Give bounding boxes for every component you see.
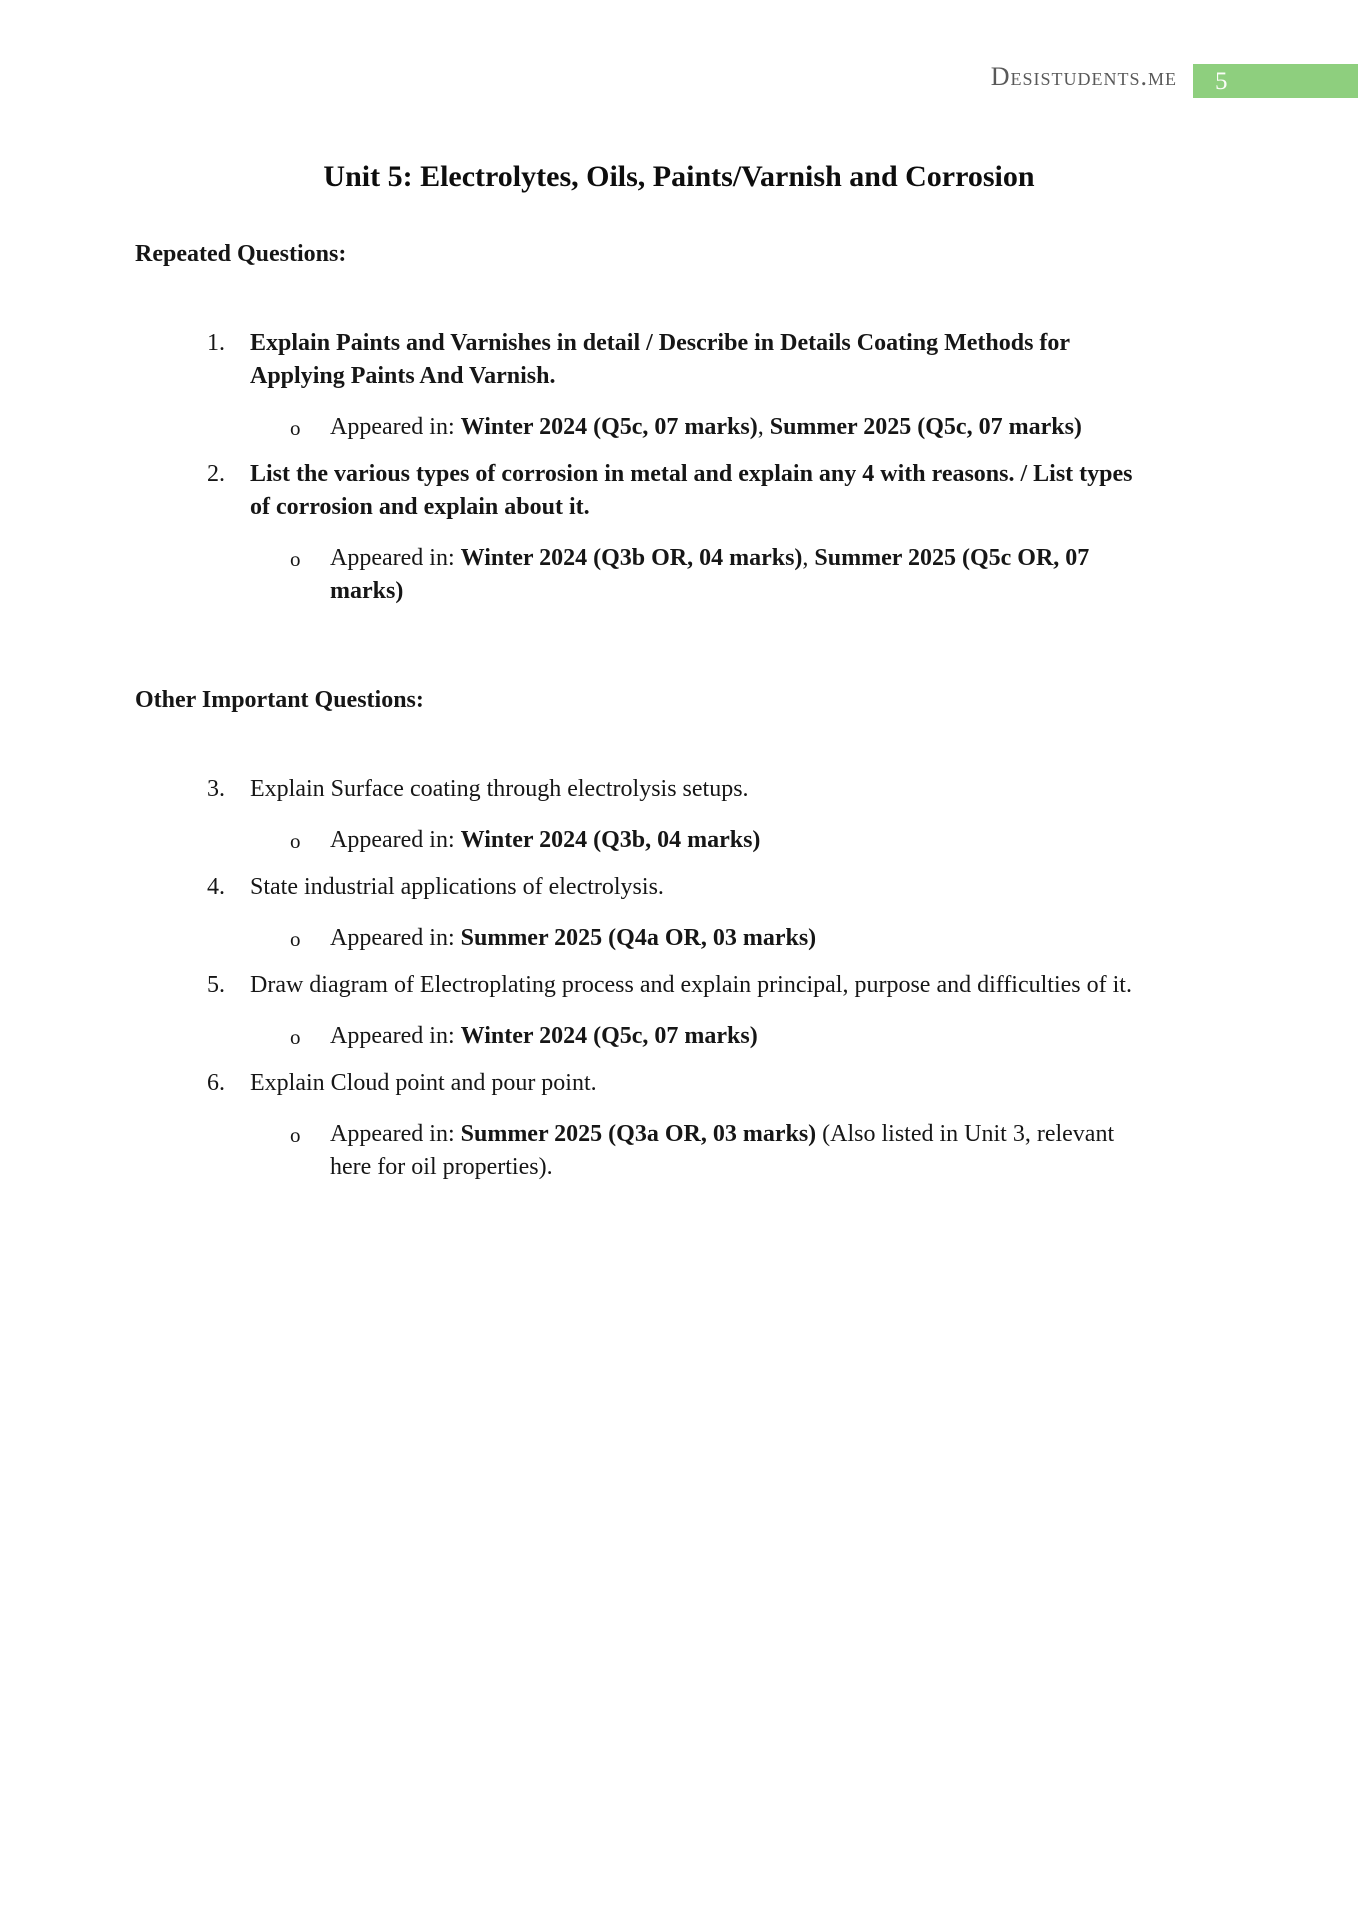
circle-bullet-icon: o bbox=[290, 829, 301, 853]
text-segment: Appeared in: bbox=[330, 827, 461, 853]
text-segment: Explain Surface coating through electrolysis setups. bbox=[250, 776, 749, 802]
section-other-important-questions bbox=[135, 684, 1223, 1184]
text-segment: Winter 2024 (Q3b, 04 marks) bbox=[460, 827, 761, 853]
question-number: 2. bbox=[207, 461, 225, 487]
text-segment: Winter 2024 (Q5c, 07 marks) bbox=[460, 1023, 758, 1049]
question-number: 6. bbox=[207, 1070, 225, 1096]
text-segment: Appeared in: bbox=[330, 1023, 461, 1049]
text-segment: List the various types of corrosion in metal and explain any 4 with reasons. / List types bbox=[250, 461, 1133, 487]
text-segment: Winter 2024 (Q5c, 07 marks) bbox=[460, 414, 758, 440]
appeared-row bbox=[135, 542, 1223, 608]
section-repeated-questions bbox=[135, 238, 1223, 608]
question-text bbox=[250, 773, 1223, 806]
question-text bbox=[250, 327, 1223, 393]
question-number: 4. bbox=[207, 874, 225, 900]
text-line bbox=[330, 411, 1223, 444]
text-line bbox=[250, 773, 1223, 806]
appeared-row bbox=[135, 824, 1223, 857]
question-item bbox=[135, 1067, 1223, 1100]
circle-bullet-icon: o bbox=[290, 1025, 301, 1049]
text-segment: Summer 2025 (Q5c, 07 marks) bbox=[769, 414, 1082, 440]
text-line bbox=[330, 1151, 1223, 1184]
appeared-text bbox=[330, 542, 1223, 608]
circle-bullet-icon: o bbox=[290, 547, 301, 571]
page-number: 5 bbox=[1215, 67, 1228, 95]
header-site-text: Desistudents.me bbox=[990, 62, 1177, 91]
question-item bbox=[135, 327, 1223, 393]
text-segment: here for oil properties). bbox=[330, 1154, 553, 1180]
text-segment: Draw diagram of Electroplating process and explain principal, purpose and difficulties of it. bbox=[250, 972, 1132, 998]
question-number: 3. bbox=[207, 776, 225, 802]
text-segment: Appeared in: bbox=[330, 414, 461, 440]
text-line bbox=[250, 458, 1223, 491]
appeared-text bbox=[330, 1118, 1223, 1184]
appeared-text bbox=[330, 411, 1223, 444]
section-heading: Repeated Questions: bbox=[135, 241, 347, 267]
circle-bullet-icon: o bbox=[290, 1123, 301, 1147]
appeared-row bbox=[135, 411, 1223, 444]
text-segment: Appeared in: bbox=[330, 1121, 461, 1147]
circle-bullet-icon: o bbox=[290, 927, 301, 951]
text-segment: Winter 2024 (Q3b OR, 04 marks) bbox=[460, 545, 803, 571]
text-segment: Summer 2025 (Q5c OR, 07 bbox=[814, 545, 1090, 571]
appeared-row bbox=[135, 1118, 1223, 1184]
text-line bbox=[250, 1067, 1223, 1100]
text-segment: of corrosion and explain about it. bbox=[250, 494, 590, 520]
text-segment: (Also listed in Unit 3, relevant bbox=[816, 1121, 1115, 1147]
question-item bbox=[135, 969, 1223, 1002]
text-segment: State industrial applications of electrolysis. bbox=[250, 874, 664, 900]
text-line bbox=[330, 575, 1223, 608]
question-list bbox=[135, 327, 1223, 608]
text-segment: , bbox=[757, 414, 770, 440]
text-line bbox=[330, 542, 1223, 575]
question-item bbox=[135, 458, 1223, 524]
appeared-text bbox=[330, 1020, 1223, 1053]
page-number-badge bbox=[1193, 64, 1358, 98]
text-segment: Appeared in: bbox=[330, 925, 461, 951]
circle-bullet-icon: o bbox=[290, 416, 301, 440]
page-title: Unit 5: Electrolytes, Oils, Paints/Varnish and Corrosion bbox=[323, 160, 1035, 193]
text-line bbox=[250, 871, 1223, 904]
appeared-row bbox=[135, 922, 1223, 955]
text-segment: Explain Paints and Varnishes in detail / Describe in Details Coating Methods for bbox=[250, 330, 1071, 356]
text-line bbox=[330, 922, 1223, 955]
appeared-text bbox=[330, 824, 1223, 857]
text-line bbox=[250, 327, 1223, 360]
section-heading: Other Important Questions: bbox=[135, 687, 424, 713]
text-line bbox=[250, 360, 1223, 393]
text-segment: Appeared in: bbox=[330, 545, 461, 571]
question-list bbox=[135, 773, 1223, 1184]
appeared-text bbox=[330, 922, 1223, 955]
question-text bbox=[250, 1067, 1223, 1100]
text-segment: marks) bbox=[330, 578, 404, 604]
text-segment: Summer 2025 (Q3a OR, 03 marks) bbox=[460, 1121, 817, 1147]
document-content bbox=[135, 158, 1223, 1184]
text-line bbox=[250, 969, 1223, 1002]
text-line bbox=[250, 491, 1223, 524]
question-number: 5. bbox=[207, 972, 225, 998]
text-line bbox=[330, 824, 1223, 857]
question-item bbox=[135, 871, 1223, 904]
text-line bbox=[330, 1020, 1223, 1053]
text-segment: , bbox=[802, 545, 815, 571]
question-text bbox=[250, 458, 1223, 524]
question-number: 1. bbox=[207, 330, 225, 356]
text-segment: Summer 2025 (Q4a OR, 03 marks) bbox=[460, 925, 817, 951]
appeared-row bbox=[135, 1020, 1223, 1053]
text-segment: Applying Paints And Varnish. bbox=[250, 363, 556, 389]
question-item bbox=[135, 773, 1223, 806]
question-text bbox=[250, 871, 1223, 904]
text-segment: Explain Cloud point and pour point. bbox=[250, 1070, 597, 1096]
question-text bbox=[250, 969, 1223, 1002]
text-line bbox=[330, 1118, 1223, 1151]
